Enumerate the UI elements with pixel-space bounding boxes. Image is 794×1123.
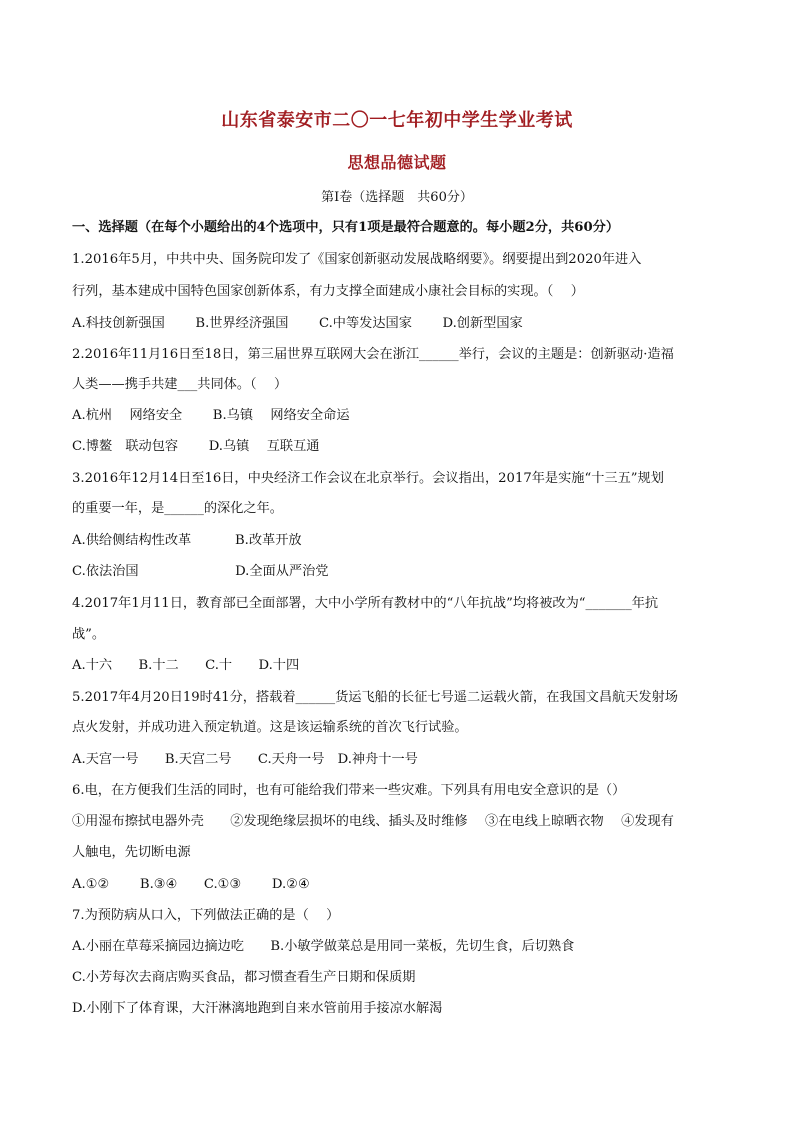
- question-options: A.科技创新强国 B.世界经济强国 C.中等发达国家 D.创新型国家: [72, 316, 523, 331]
- question-stem: 人类——携手共建___共同体。（ ）: [72, 377, 288, 392]
- question-stem: ①用湿布擦拭电器外壳 ②发现绝缘层损坏的电线、插头及时维修 ③在电线上晾晒衣物 ④发现有: [72, 814, 674, 829]
- question-stem: 的重要一年，是______的深化之年。: [72, 501, 283, 516]
- question-stem: 人触电，先切断电源: [72, 845, 191, 860]
- question-stem: 1.2016年5月，中共中央、国务院印发了《国家创新驱动发展战略纲要》。纲要提出到2020年进入: [72, 252, 642, 267]
- question-options: A.供给侧结构性改革 B.改革开放: [72, 533, 302, 548]
- question-stem: 行列，基本建成中国特色国家创新体系，有力支撑全面建成小康社会目标的实现。（ ）: [72, 284, 584, 299]
- question-stem: 4.2017年1月11日，教育部已全面部署，大中小学所有教材中的“八年抗战”均将被改为“_______年抗: [72, 596, 659, 611]
- question-options: C.小芳每次去商店购买食品，都习惯查看生产日期和保质期: [72, 970, 416, 985]
- question-stem: 6.电，在方便我们生活的同时，也有可能给我们带来一些灾难。下列具有用电安全意识的是（）: [72, 783, 626, 798]
- question-stem: 3.2016年12月14日至16日，中央经济工作会议在北京举行。会议指出，2017年是实施“十三五”规划: [72, 471, 664, 486]
- question-options: A.杭州 网络安全 B.乌镇 网络安全命运: [72, 408, 350, 423]
- question-options: D.小刚下了体育课，大汗淋漓地跑到自来水管前用手接凉水解渴: [72, 1001, 443, 1016]
- exam-title: 山东省泰安市二〇一七年初中学生学业考试: [221, 110, 573, 131]
- question-options: A.①② B.③④ C.①③ D.②④: [72, 877, 310, 892]
- question-stem: 战”。: [72, 627, 106, 642]
- question-stem: 7.为预防病从口入，下列做法正确的是（ ）: [72, 908, 340, 923]
- section-heading: 一、选择题（在每个小题给出的4个选项中，只有1项是最符合题意的。每小题2分，共60分）: [72, 220, 620, 235]
- question-stem: 点火发射，并成功进入预定轨道。这是该运输系统的首次飞行试验。: [72, 720, 468, 735]
- subject-title: 思想品德试题: [347, 153, 447, 172]
- question-options: A.十六 B.十二 C.十 D.十四: [72, 658, 300, 673]
- question-options: C.博鳌 联动包容 D.乌镇 互联互通: [72, 439, 320, 454]
- question-options: A.小丽在草莓采摘园边摘边吃 B.小敏学做菜总是用同一菜板，先切生食，后切熟食: [72, 939, 575, 954]
- question-stem: 5.2017年4月20日19时41分，搭载着______货运飞船的长征七号遥二运载火箭，在我国文昌航天发射场: [72, 690, 678, 705]
- question-stem: 2.2016年11月16日至18日，第三届世界互联网大会在浙江______举行，会议的主题是：创新驱动·造福: [72, 347, 674, 362]
- question-options: A.天宫一号 B.天宫二号 C.天舟一号 D.神舟十一号: [72, 752, 418, 767]
- volume-label: 第Ⅰ卷（选择题 共60分）: [321, 190, 473, 205]
- question-options: C.依法治国 D.全面从严治党: [72, 564, 329, 579]
